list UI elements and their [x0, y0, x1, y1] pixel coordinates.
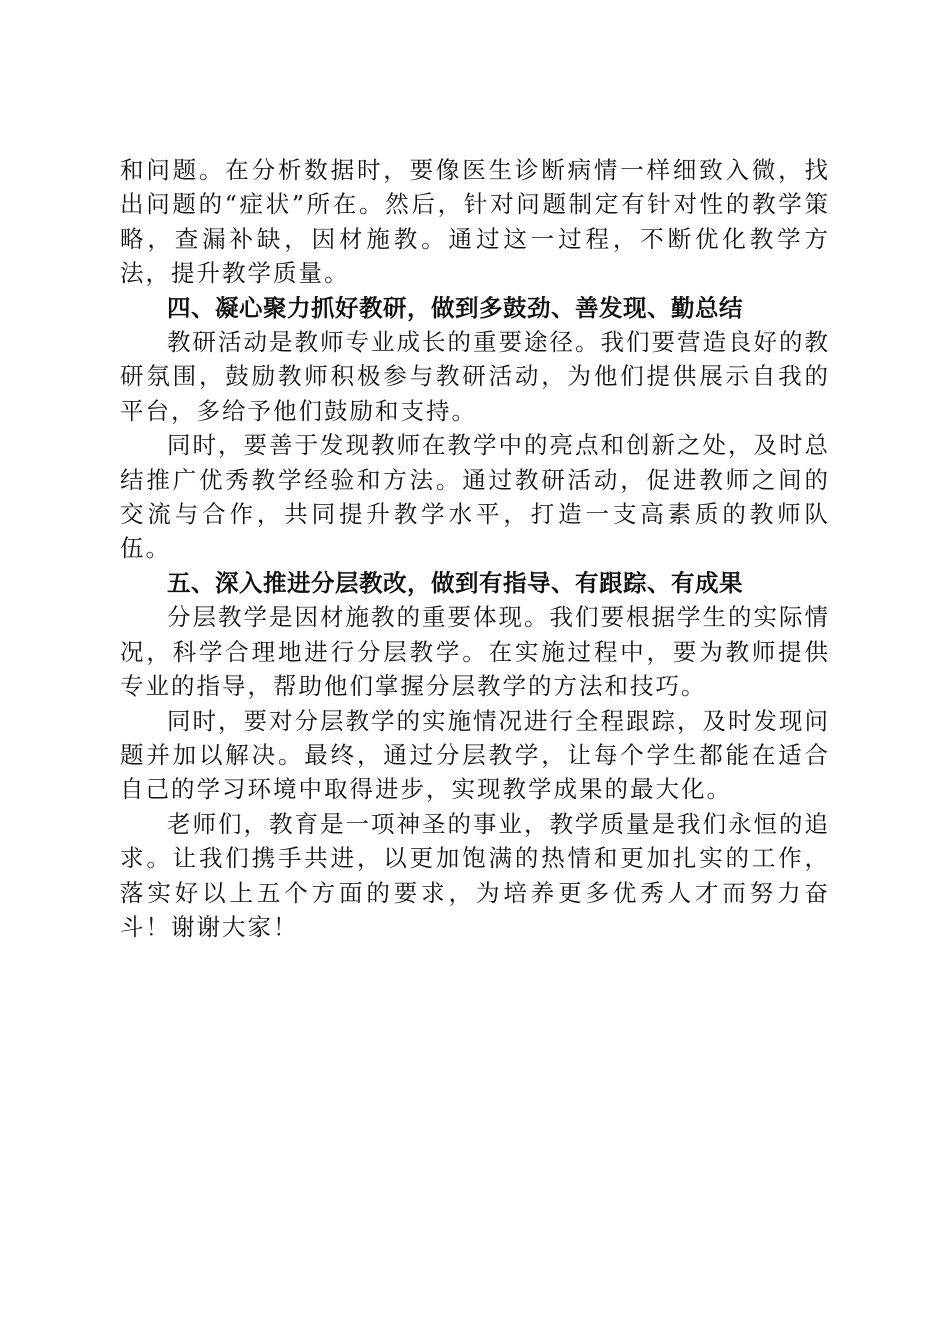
body-paragraph-5: 同时，要对分层教学的实施情况进行全程跟踪，及时发现问题并加以解决。最终，通过分层教学，让每个学生都能在适合自己的学习环境中取得进步，实现教学成果的最大化。 [120, 706, 830, 804]
body-paragraph-3: 同时，要善于发现教师在教学中的亮点和创新之处，及时总结推广优秀教学经验和方法。通过教研活动，促进教师之间的交流与合作，共同提升教学水平，打造一支高素质的教师队伍。 [120, 431, 830, 563]
body-paragraph-2: 教研活动是教师专业成长的重要途径。我们要营造良好的教研氛围，鼓励教师积极参与教研活动，为他们提供展示自我的平台，多给予他们鼓励和支持。 [120, 328, 830, 425]
body-paragraph-1: 和问题。在分析数据时，要像医生诊断病情一样细致入微，找出问题的“症状”所在。然后，针对问题制定有针对性的教学策略，查漏补缺，因材施教。通过这一过程，不断优化教学方法，提升教学质量。 [120, 156, 830, 288]
document-page [120, 153, 830, 944]
section-heading-4: 四、凝心聚力抓好教研，做到多鼓劲、善发现、勤总结 [167, 293, 743, 322]
body-paragraph-4: 分层教学是因材施教的重要体现。我们要根据学生的实际情况，科学合理地进行分层教学。在实施过程中，要为教师提供专业的指导，帮助他们掌握分层教学的方法和技巧。 [120, 603, 830, 701]
section-heading-5: 五、深入推进分层教改，做到有指导、有跟踪、有成果 [167, 568, 743, 597]
body-paragraph-6: 老师们，教育是一项神圣的事业，教学质量是我们永恒的追求。让我们携手共进，以更加饱满的热情和更加扎实的工作，落实好以上五个方面的要求，为培养更多优秀人才而努力奋斗！谢谢大家！ [120, 809, 830, 941]
